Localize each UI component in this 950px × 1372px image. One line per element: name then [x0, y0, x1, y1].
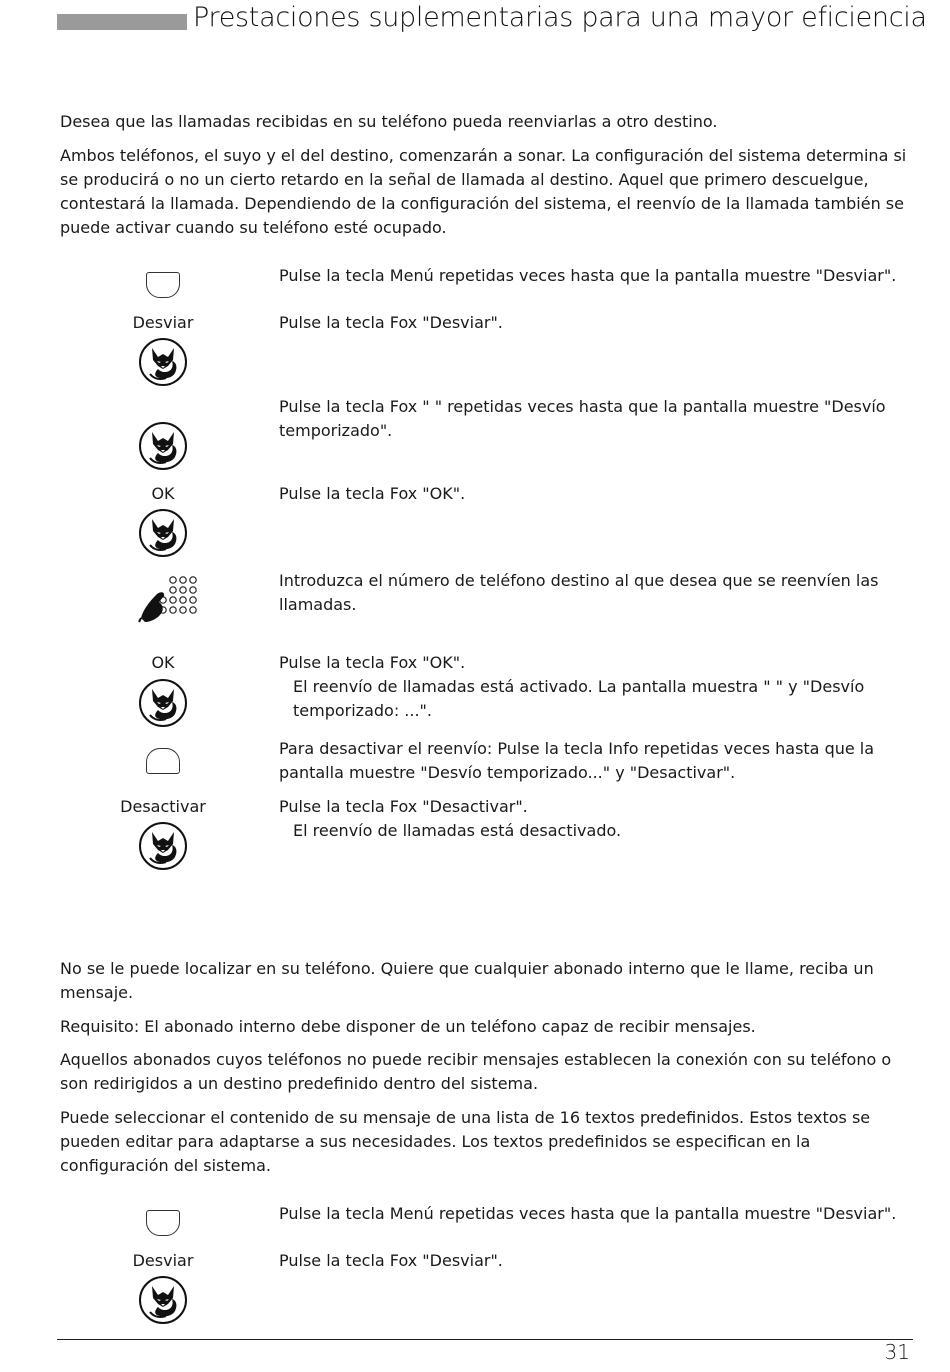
menu-key-icon	[146, 1210, 180, 1236]
fox-key-icon	[138, 337, 188, 387]
step-scroll-text: Pulse la tecla Fox " " repetidas veces hasta que la pantalla muestre "Desvío temporizado".	[279, 397, 886, 440]
step-ok-confirm-text: Pulse la tecla Fox "OK".	[279, 653, 466, 672]
header-bar	[57, 14, 187, 30]
step-ok-confirm	[279, 651, 913, 723]
section2-step-menu-text: Pulse la tecla Menú repetidas veces hasta que la pantalla muestre "Desviar".	[279, 1204, 897, 1223]
page-title: Prestaciones suplementarias para una mayor eficiencia	[193, 2, 927, 33]
step-ok-confirm-result: El reenvío de llamadas está activado. La pantalla muestra " " y "Desvío temporizado: ...".	[293, 677, 865, 720]
fox-key-icon	[138, 508, 188, 558]
fox-label-ok: OK	[151, 653, 175, 672]
fox-key-icon	[138, 678, 188, 728]
footer-divider	[57, 1339, 913, 1340]
fox-label-desviar: Desviar	[132, 313, 194, 332]
section2-paragraph-2: Requisito: El abonado interno debe disponer de un teléfono capaz de recibir mensajes.	[60, 1017, 756, 1036]
info-key-icon	[146, 748, 180, 774]
section2-paragraph-3: Aquellos abonados cuyos teléfonos no puede recibir mensajes establecen la conexión con su teléfono o son redirigidos a un destino predefinido dentro del sistema.	[60, 1050, 892, 1093]
step-dial-text: Introduzca el número de teléfono destino al que desea que se reenvíen las llamadas.	[279, 571, 879, 614]
step-desviar-text: Pulse la tecla Fox "Desviar".	[279, 313, 503, 332]
step-deactivate	[279, 795, 913, 843]
fox-key-icon	[138, 1275, 188, 1325]
fox-key-icon	[138, 421, 188, 471]
fox-label-desviar: Desviar	[132, 1251, 194, 1270]
section2-paragraph-4: Puede seleccionar el contenido de su mensaje de una lista de 16 textos predefinidos. Estos textos se pueden editar para adaptarse a sus necesidades. Los textos predefinidos se especifican en la configuración del sistema.	[60, 1108, 871, 1175]
menu-key-icon	[146, 272, 180, 298]
fox-label-desactivar: Desactivar	[120, 797, 206, 816]
section2-paragraph-1: No se le puede localizar en su teléfono. Quiere que cualquier abonado interno que le llame, reciba un mensaje.	[60, 959, 874, 1002]
step-deactivate-text: Pulse la tecla Fox "Desactivar".	[279, 797, 528, 816]
keypad-hand-icon	[137, 574, 203, 626]
intro-paragraph-2: Ambos teléfonos, el suyo y el del destino, comenzarán a sonar. La configuración del sistema determina si se producirá o no un cierto retardo en la señal de llamada al destino. Aquel que primero descuelgue, contestará la llamada. Dependiendo de la configuración del sistema, el reenvío de la llamada también se puede activar cuando su teléfono esté ocupado.	[60, 146, 907, 237]
step-ok-text: Pulse la tecla Fox "OK".	[279, 484, 466, 503]
step-deactivate-info-text: Para desactivar el reenvío: Pulse la tecla Info repetidas veces hasta que la pantalla muestre "Desvío temporizado..." y "Desactivar".	[279, 739, 875, 782]
step-menu-text: Pulse la tecla Menú repetidas veces hasta que la pantalla muestre "Desviar".	[279, 266, 897, 285]
step-deactivate-result: El reenvío de llamadas está desactivado.	[293, 821, 622, 840]
section2-step-desviar-text: Pulse la tecla Fox "Desviar".	[279, 1251, 503, 1270]
fox-label-ok: OK	[151, 484, 175, 503]
intro-paragraph-1: Desea que las llamadas recibidas en su teléfono pueda reenviarlas a otro destino.	[60, 112, 718, 131]
page-number: 31	[884, 1340, 910, 1364]
fox-key-icon	[138, 821, 188, 871]
